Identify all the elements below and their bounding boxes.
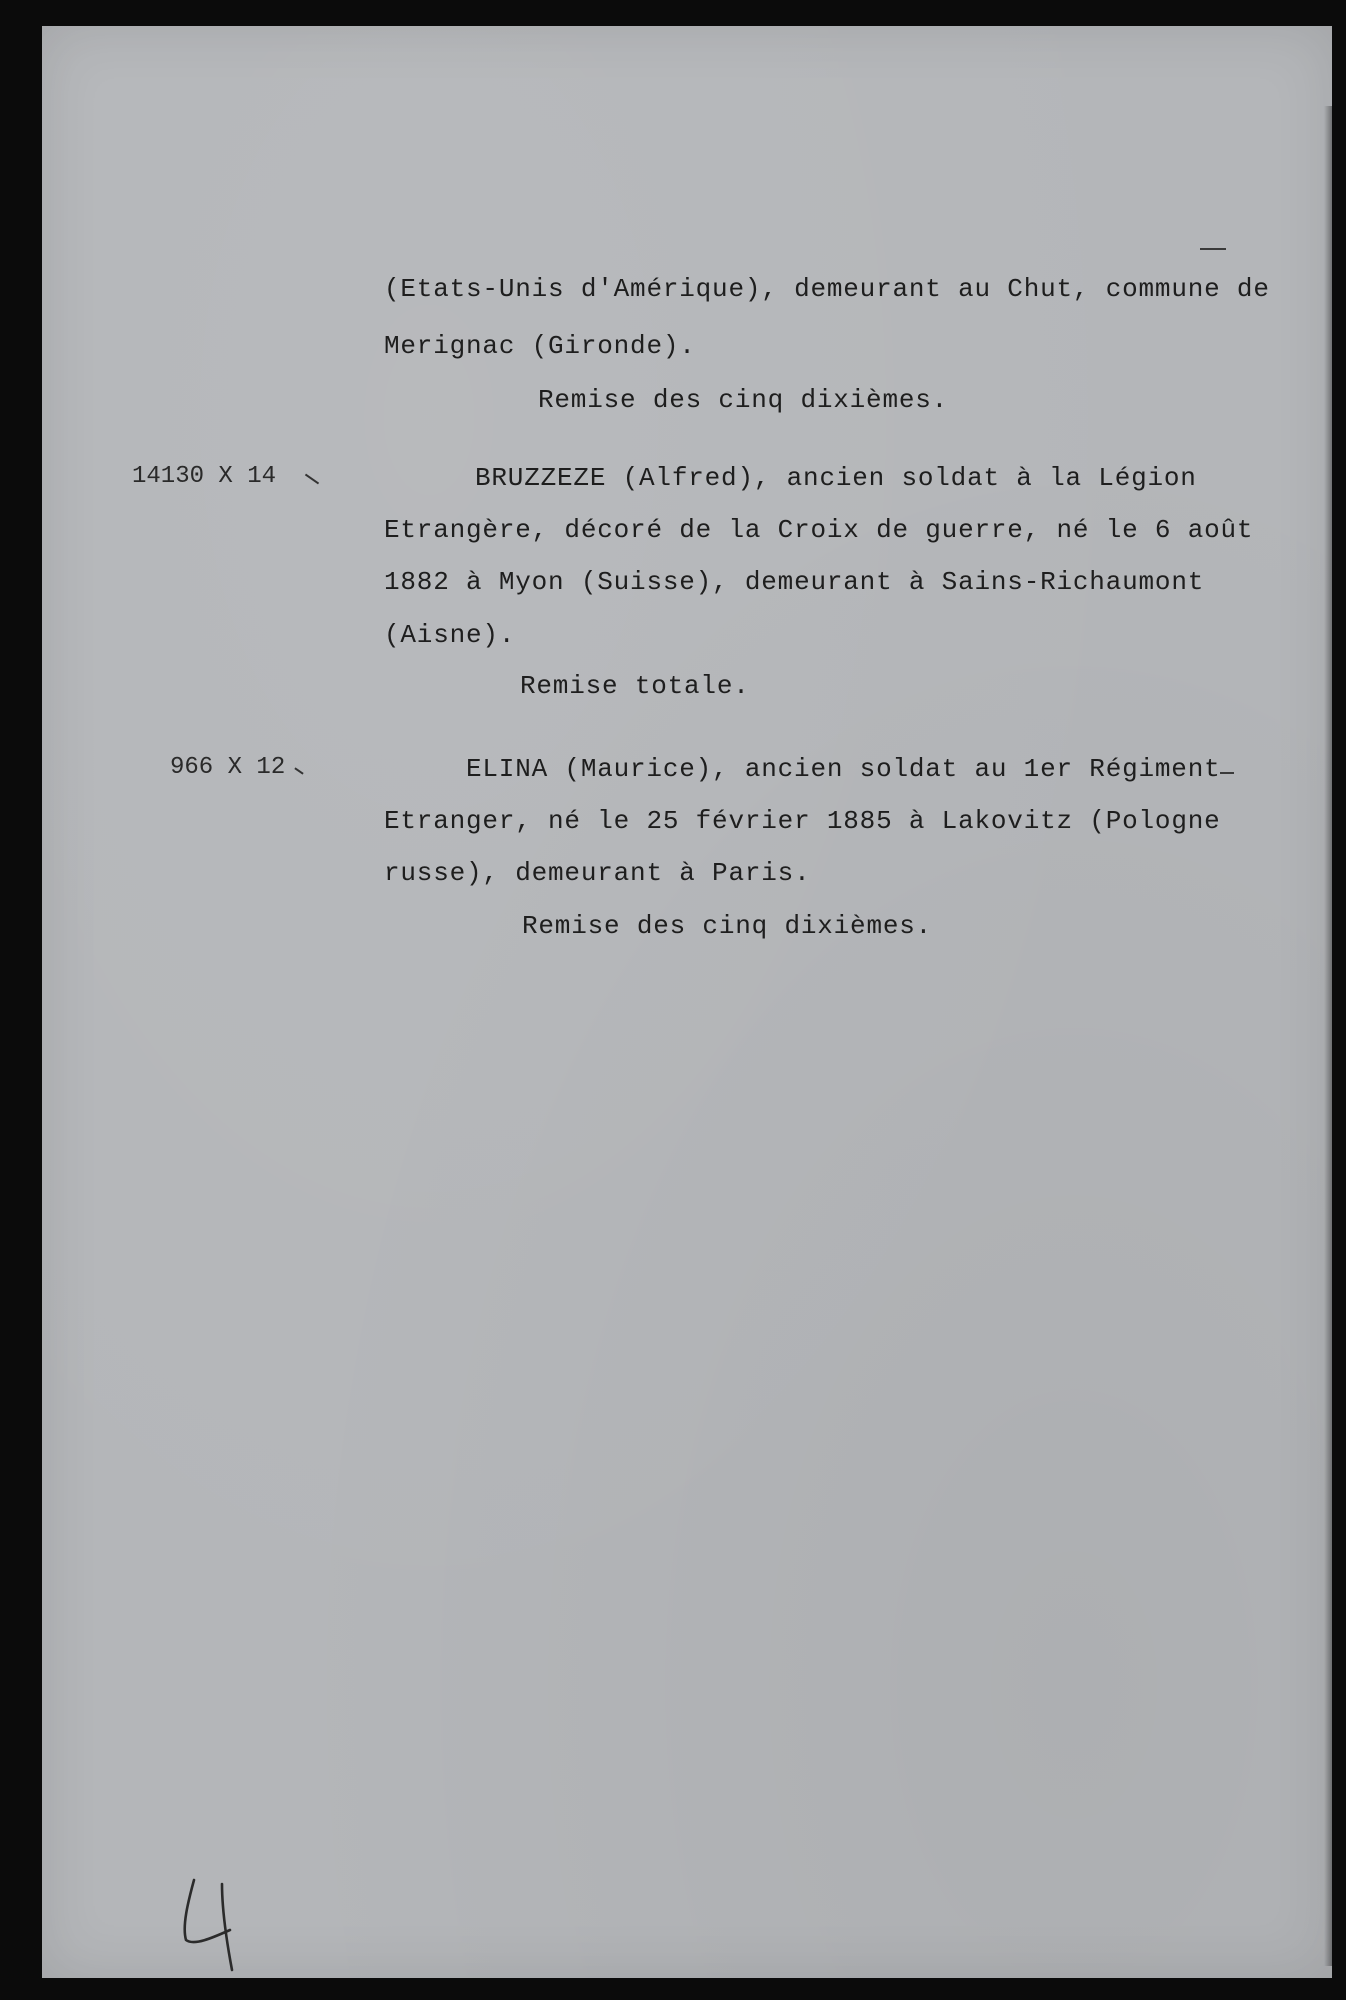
page-edge-shadow bbox=[1324, 106, 1332, 1966]
entry-2-line-4: (Aisne). bbox=[384, 620, 516, 650]
entry-2-ref-number: 14130 X 14 bbox=[132, 463, 277, 490]
folio-number-handwritten bbox=[172, 1874, 262, 1974]
entry-3-check-mark bbox=[294, 767, 303, 774]
entry-3-line-3: russe), demeurant à Paris. bbox=[384, 858, 811, 888]
entry-2-line-2: Etrangère, décoré de la Croix de guerre, né le 6 août bbox=[384, 515, 1254, 545]
entry-1-decision: Remise des cinq dixièmes. bbox=[538, 385, 949, 415]
entry-1-line-2: Merignac (Gironde). bbox=[384, 331, 696, 361]
entry-3-line-1: ELINA (Maurice), ancien soldat au 1er Régiment bbox=[466, 754, 1221, 784]
entry-2-check-mark bbox=[305, 474, 319, 485]
entry-3-decision: Remise des cinq dixièmes. bbox=[522, 911, 933, 941]
entry-3-line-2: Etranger, né le 25 février 1885 à Lakovitz (Pologne bbox=[384, 806, 1221, 836]
entry-2-line-3: 1882 à Myon (Suisse), demeurant à Sains-Richaumont bbox=[384, 567, 1205, 597]
document-page bbox=[42, 26, 1332, 1978]
entry-1-line-1: (Etats-Unis d'Amérique), demeurant au Chut, commune de bbox=[384, 274, 1270, 304]
entry-3-ref-number: 966 X 12 bbox=[170, 754, 286, 781]
margin-dash bbox=[1220, 772, 1234, 774]
entry-2-line-1: BRUZZEZE (Alfred), ancien soldat à la Légion bbox=[475, 463, 1197, 493]
entry-2-decision: Remise totale. bbox=[520, 671, 750, 701]
margin-dash bbox=[1200, 248, 1226, 250]
